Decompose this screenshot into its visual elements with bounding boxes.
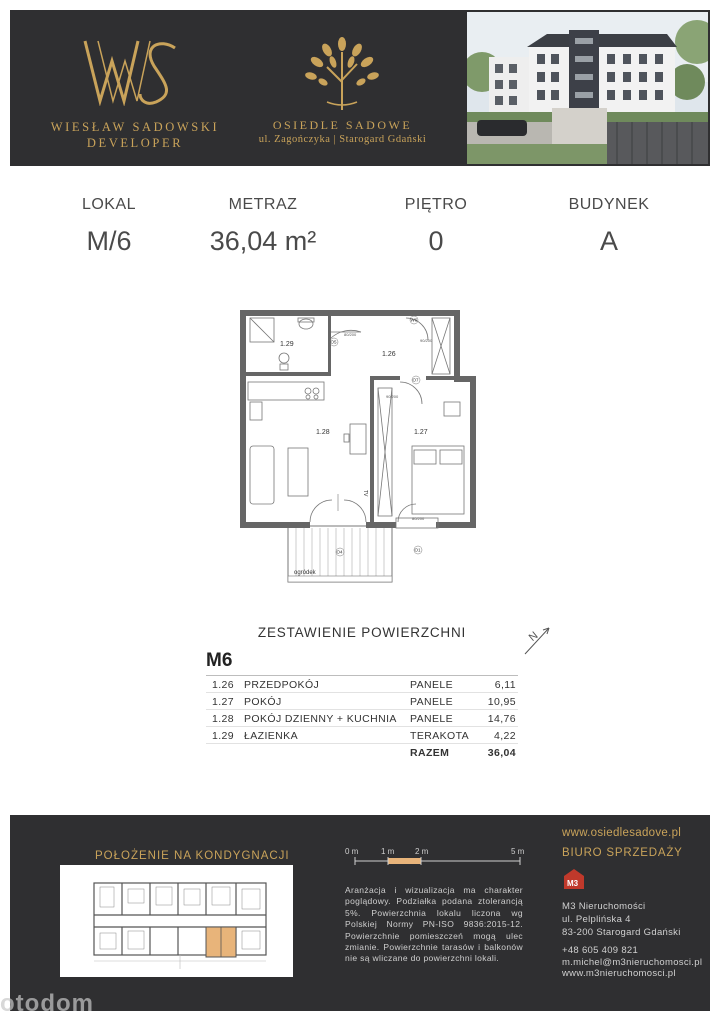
info-label: LOKAL [81,196,137,213]
scale-bar [345,845,525,875]
room-label: 1.26 [382,351,396,358]
info-value: 0 [428,226,444,256]
info-budynek [529,196,689,257]
room-number: 1.26 [212,679,235,691]
table-row [206,727,518,744]
footer-banner [10,815,710,1011]
room-finish: PANELE [410,696,454,708]
scale-label: 0 m [345,847,359,856]
room-label: 1.28 [316,429,330,436]
wardrobe [378,318,450,516]
sales-office-title: BIURO SPRZEDAŻY [562,847,683,859]
compass-label: N [526,629,541,644]
developer-role: DEVELOPER [86,136,184,150]
scale-label: 1 m [381,847,395,856]
info-label: METRAZ [228,196,298,213]
table-total-row [206,744,518,761]
watermark: otodom [0,990,94,1017]
scale-label: 5 m [511,847,525,856]
total-label: RAZEM [410,747,450,759]
company-website-link[interactable]: www.m3nieruchomosci.pl [562,968,676,979]
kitchen-living-furniture [248,382,366,522]
estate-name: OSIEDLE SADOWE [272,118,413,132]
table-row [206,693,518,710]
dim-label: 80/200 [344,332,357,337]
room-number: 1.28 [212,713,235,725]
area-table [206,650,518,761]
room-labels [280,341,428,436]
company-street: ul. Pelplińska 4 [562,914,631,925]
email-link[interactable]: m.michel@m3nieruchomosci.pl [562,957,703,968]
marker-label: O4 [336,549,343,555]
dim-label: 80/200 [412,516,425,521]
total-value: 36,04 [487,747,516,759]
room-label: 1.27 [414,429,428,436]
location-title: POŁOŻENIE NA KONDYGNACJI [95,850,290,862]
floor-plan [236,306,486,606]
room-finish: PANELE [410,679,454,691]
summary-title: ZESTAWIENIE POWIERZCHNI [257,625,467,640]
dimension-labels [344,332,433,521]
marker-label: W6 [410,317,418,323]
info-value: M/6 [86,226,132,256]
table-row [206,710,518,727]
room-finish: PANELE [410,713,454,725]
dim-label: 90/200 [420,338,433,343]
room-area: 14,76 [487,713,516,725]
bedroom-furniture [396,402,464,528]
header-banner [10,10,710,166]
estate-logo [225,28,460,158]
walls [240,310,476,528]
unit-title: M6 [206,650,518,676]
room-label: 1.29 [280,341,294,348]
phone-number[interactable]: +48 605 409 821 [562,945,639,956]
m3-logo-icon [562,867,586,891]
room-name: PRZEDPOKÓJ [244,679,320,691]
website-link[interactable]: www.osiedlesadove.pl [562,827,682,839]
developer-name: WIESŁAW SADOWSKI [50,120,220,134]
room-number: 1.29 [212,730,235,742]
company-city: 83-200 Starogard Gdański [562,927,681,938]
m3-logo-text: M3 [567,879,579,888]
room-area: 6,11 [494,679,516,691]
ws-monogram-icon [80,36,180,106]
garden-label: ogródek [294,570,316,576]
dim-label: 90/200 [386,394,399,399]
info-label: BUDYNEK [568,196,650,213]
marker-label: TV [362,490,368,497]
info-label: PIĘTRO [404,196,468,213]
disclaimer-text: Aranżacja i wizualizacja ma charakter poglądowy. Podziałka podana ztolerancją 5%. Powierzchnia lokalu liczona wg Polskiej Normy PN-ISO 9836:2015-12. Powierzchnie pomieszczeń mogą ulec zmianie. Powierzchnie tarasów i balkonów nie są wliczane do powierzchni lokali. [345,885,523,964]
marker-label: O1 [414,547,421,553]
info-value: 36,04 m² [209,226,317,256]
room-name: POKÓJ DZIENNY + KUCHNIA [244,713,397,725]
info-value: A [599,226,618,256]
room-name: ŁAZIENKA [244,730,298,742]
scale-label: 2 m [415,847,429,856]
info-pietro [356,196,516,257]
estate-address: ul. Zagończyka | Starogard Gdański [258,134,427,145]
room-area: 4,22 [493,730,516,742]
info-metraz [183,196,343,257]
room-number: 1.27 [212,696,235,708]
room-area: 10,95 [487,696,516,708]
table-row [206,676,518,693]
building-photo [467,12,708,164]
compass-icon [519,622,555,658]
room-name: POKÓJ [244,696,282,708]
company-name: M3 Nieruchomości [562,901,646,912]
tree-icon [297,32,387,112]
marker-label: O7 [412,377,419,383]
info-lokal [29,196,189,257]
marker-label: O5 [330,339,337,345]
developer-logo [30,28,230,148]
floor-location-plan [60,865,293,977]
room-finish: TERAKOTA [410,730,470,742]
bathroom-fixtures [250,318,361,370]
